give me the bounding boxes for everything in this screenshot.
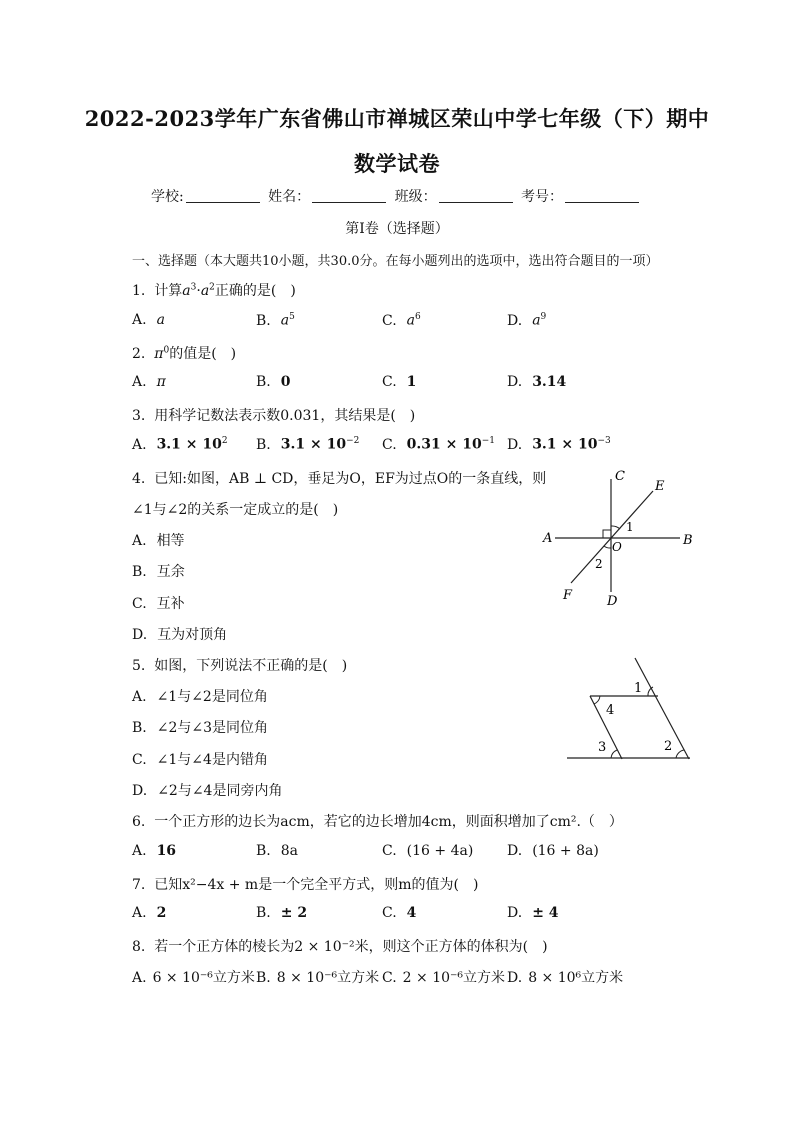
option-value: 8 × 10⁻⁶立方米 xyxy=(276,970,380,986)
q6-option-c[interactable] xyxy=(382,843,473,859)
option-key: B. xyxy=(256,843,271,859)
q8-option-c[interactable] xyxy=(382,967,505,987)
option-value: (16 + 8a) xyxy=(532,843,599,859)
question-text: 若一个正方体的棱长为2 × 10⁻²米，则这个正方体的体积为( ) xyxy=(154,939,548,955)
option-key: C. xyxy=(382,970,397,986)
option-value: ∠2与∠3是同位角 xyxy=(156,720,269,736)
option-exp: −2 xyxy=(346,436,360,446)
option-value: 3.1 × 10 xyxy=(532,436,598,453)
question-4 xyxy=(132,468,546,488)
label-o: O xyxy=(612,540,622,554)
q2-option-d[interactable] xyxy=(507,374,566,390)
option-value: 2 xyxy=(156,905,167,921)
option-value: 互余 xyxy=(156,564,185,580)
option-value: 1 xyxy=(406,374,417,390)
option-key: D. xyxy=(507,905,523,921)
option-key: B. xyxy=(256,436,271,453)
student-info-fields xyxy=(0,186,794,206)
option-value: 3.1 × 10 xyxy=(280,436,347,453)
question-4-line2: ∠1与∠2的关系一定成立的是( ) xyxy=(132,502,339,518)
q4-option-d[interactable] xyxy=(132,624,227,644)
q1-option-c[interactable] xyxy=(382,312,421,329)
question-number: 5. xyxy=(132,658,146,674)
label-angle-3: 3 xyxy=(598,740,607,755)
math-exp: 2 xyxy=(209,282,215,293)
right-angle-mark xyxy=(603,530,611,538)
option-value: 互为对顶角 xyxy=(157,627,228,643)
option-key: B. xyxy=(132,564,147,580)
q1-option-a[interactable] xyxy=(132,312,165,328)
option-value: 互补 xyxy=(156,596,185,612)
option-key: B. xyxy=(132,720,147,736)
field-name-label: 姓名： xyxy=(268,189,311,205)
question-number: 6. xyxy=(132,814,146,830)
question-text: 用科学记数法表示数0.031，其结果是( ) xyxy=(154,408,416,424)
option-key: C. xyxy=(382,905,397,921)
option-key: A. xyxy=(132,970,147,986)
q5-option-b[interactable] xyxy=(132,717,268,737)
option-key: D. xyxy=(507,843,523,859)
option-value: 2 × 10⁻⁶立方米 xyxy=(402,970,506,986)
question-text: 一个正方形的边长为acm，若它的边长增加4cm，则面积增加了cm².（ ） xyxy=(154,814,623,830)
option-exp: −3 xyxy=(597,436,611,446)
question-number: 7. xyxy=(132,877,146,893)
q5-option-c[interactable] xyxy=(132,749,268,769)
label-b: B xyxy=(683,533,693,548)
option-key: C. xyxy=(382,374,397,390)
angle-3-arc xyxy=(611,750,617,758)
question-text: 正确的是( ) xyxy=(214,283,296,299)
q2-option-c[interactable] xyxy=(382,374,416,390)
q8-option-b[interactable] xyxy=(256,967,379,987)
field-name-blank[interactable] xyxy=(312,188,386,203)
field-id-blank[interactable] xyxy=(565,188,639,203)
label-f: F xyxy=(563,588,573,603)
question-number: 3. xyxy=(132,408,146,424)
math-var: a xyxy=(200,283,210,299)
question-2 xyxy=(132,343,236,363)
math-var: π xyxy=(154,346,164,362)
q3-option-c[interactable] xyxy=(382,436,495,453)
q7-option-c[interactable] xyxy=(382,905,416,921)
q3-option-a[interactable] xyxy=(132,436,228,453)
option-key: C. xyxy=(382,843,397,859)
option-exp: 6 xyxy=(415,312,421,322)
q6-option-a[interactable] xyxy=(132,843,176,859)
angle-1-arc xyxy=(611,526,620,529)
question-text: 已知x²−4x + m是一个完全平方式，则m的值为( ) xyxy=(154,877,479,893)
option-value: a xyxy=(156,312,165,328)
label-d: D xyxy=(607,594,618,609)
q5-option-d[interactable] xyxy=(132,780,282,800)
option-exp: 2 xyxy=(221,436,228,446)
question-number: 8. xyxy=(132,939,146,955)
option-exp: 5 xyxy=(289,312,295,322)
option-value: a xyxy=(280,312,290,329)
option-value: (16 + 4a) xyxy=(406,843,474,859)
option-key: A. xyxy=(132,374,147,390)
option-key: A. xyxy=(132,436,147,453)
option-key: C. xyxy=(132,596,147,612)
option-value: 3.14 xyxy=(532,374,567,390)
angle-2-arc xyxy=(604,546,611,548)
option-value: 0 xyxy=(280,374,291,390)
question-number: 2. xyxy=(132,346,146,362)
option-value: 8 × 10⁶立方米 xyxy=(528,970,624,986)
field-class-blank[interactable] xyxy=(439,188,513,203)
option-key: C. xyxy=(132,752,147,768)
option-key: D. xyxy=(507,374,523,390)
q2-option-a[interactable] xyxy=(132,374,166,390)
option-key: C. xyxy=(382,312,397,329)
q7-option-a[interactable] xyxy=(132,905,166,921)
math-op: · xyxy=(196,283,201,299)
option-key: D. xyxy=(507,312,523,329)
question-text: 的值是( ) xyxy=(169,346,237,362)
angle-2-arc xyxy=(676,750,684,758)
q4-option-c[interactable] xyxy=(132,593,185,613)
option-value: a xyxy=(406,312,416,329)
question-8 xyxy=(132,936,548,956)
option-key: A. xyxy=(132,905,147,921)
label-angle-4: 4 xyxy=(606,703,615,718)
section-heading: 一、选择题（本大题共10小题，共30.0分。在每小题列出的选项中，选出符合题目的一项） xyxy=(132,254,659,269)
question-6 xyxy=(132,811,623,831)
option-key: A. xyxy=(132,312,147,328)
label-angle-1: 1 xyxy=(634,681,643,696)
q7-option-d[interactable] xyxy=(507,905,559,921)
option-key: D. xyxy=(132,783,148,799)
option-key: A. xyxy=(132,689,147,705)
q4-figure xyxy=(535,465,700,610)
option-exp: 9 xyxy=(540,312,547,322)
math-exp: 3 xyxy=(190,282,197,293)
option-value: ± 4 xyxy=(532,905,559,921)
option-value: π xyxy=(156,374,166,390)
field-school-label: 学校: xyxy=(150,189,184,205)
question-number: 4. xyxy=(132,471,146,487)
q6-option-d[interactable] xyxy=(507,843,599,859)
label-e: E xyxy=(655,479,665,494)
option-value: 4 xyxy=(406,905,417,921)
question-text: 计算 xyxy=(154,283,183,299)
right-transversal xyxy=(635,658,689,759)
q4-option-b[interactable] xyxy=(132,561,185,581)
option-value: ± 2 xyxy=(280,905,308,921)
label-angle-2: 2 xyxy=(664,739,673,754)
q7-option-b[interactable] xyxy=(256,905,307,921)
question-number: 1. xyxy=(132,283,146,299)
q5-option-a[interactable] xyxy=(132,686,268,706)
question-5 xyxy=(132,655,347,675)
option-value: a xyxy=(532,312,541,329)
q8-option-a[interactable] xyxy=(132,967,255,987)
q8-option-d[interactable] xyxy=(507,967,623,987)
math-exp: 0 xyxy=(163,345,170,356)
option-key: B. xyxy=(256,905,271,921)
option-value: ∠1与∠4是内错角 xyxy=(156,752,268,768)
option-value: 3.1 × 10 xyxy=(156,436,222,453)
option-value: 0.31 × 10 xyxy=(406,436,482,453)
question-text: 已知:如图，AB ⊥ CD，垂足为O，EF为过点O的一条直线，则 xyxy=(154,471,547,487)
q3-option-d[interactable] xyxy=(507,436,611,453)
option-key: B. xyxy=(256,312,271,329)
option-value: ∠1与∠2是同位角 xyxy=(156,689,268,705)
field-id-label: 考号： xyxy=(521,189,564,205)
question-3 xyxy=(132,405,415,425)
angle-4-arc xyxy=(594,696,600,704)
math-var: a xyxy=(182,283,191,299)
exam-title-line1: 2022-2023学年广东省佛山市禅城区荣山中学七年级（下）期中 xyxy=(84,106,710,131)
label-angle-2: 2 xyxy=(595,557,603,571)
option-exp: −1 xyxy=(481,436,496,446)
q5-figure xyxy=(560,652,700,767)
label-a: A xyxy=(543,531,553,546)
question-7 xyxy=(132,874,478,894)
q1-option-b[interactable] xyxy=(256,312,295,329)
option-key: D. xyxy=(132,627,148,643)
option-key: D. xyxy=(507,970,523,986)
option-key: A. xyxy=(132,843,147,859)
q6-option-b[interactable] xyxy=(256,843,298,859)
option-key: B. xyxy=(256,374,271,390)
q1-option-d[interactable] xyxy=(507,312,546,329)
field-class-label: 班级： xyxy=(394,189,437,205)
option-value: 相等 xyxy=(156,533,185,549)
exam-title-line2: 数学试卷 xyxy=(354,151,440,176)
q2-option-b[interactable] xyxy=(256,374,291,390)
label-angle-1: 1 xyxy=(626,520,634,534)
option-key: D. xyxy=(507,436,523,453)
option-value: ∠2与∠4是同旁内角 xyxy=(157,783,283,799)
option-key: B. xyxy=(256,970,271,986)
option-key: A. xyxy=(132,533,147,549)
option-value: 8a xyxy=(280,843,299,859)
volume-heading: 第Ⅰ卷（选择题） xyxy=(345,221,449,237)
question-text: 如图，下列说法不正确的是( ) xyxy=(154,658,348,674)
q3-option-b[interactable] xyxy=(256,436,359,453)
q4-option-a[interactable] xyxy=(132,530,185,550)
option-value: 16 xyxy=(156,843,177,859)
question-1 xyxy=(132,280,296,300)
field-school-blank[interactable] xyxy=(186,188,260,203)
option-key: C. xyxy=(382,436,397,453)
line-ef xyxy=(571,491,653,583)
option-value: 6 × 10⁻⁶立方米 xyxy=(152,970,255,986)
label-c: C xyxy=(615,469,625,484)
